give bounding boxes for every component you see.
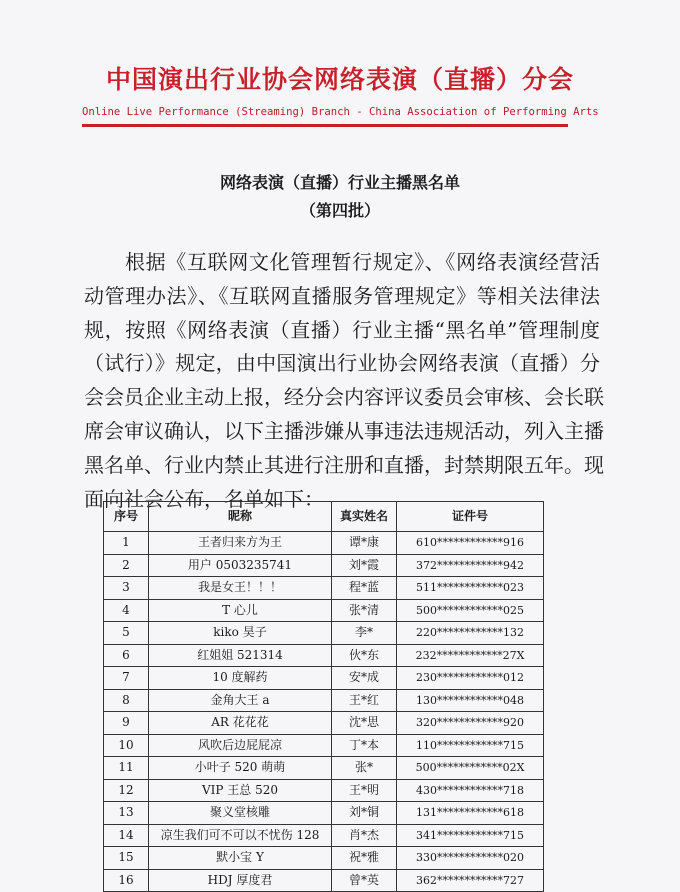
paragraph-line: 黑名单、行业内禁止其进行注册和直播，封禁期限五年。现: [84, 452, 604, 477]
row-nickname: 聚义堂核雕: [149, 802, 332, 825]
row-index: 1: [104, 532, 149, 555]
row-real-name: 程*蓝: [332, 577, 397, 600]
column-header-nickname: 昵称: [149, 502, 332, 532]
row-id-number: 500************025: [397, 599, 544, 622]
row-nickname: 红姐姐 521314: [149, 644, 332, 667]
table-row: [104, 599, 544, 622]
row-id-number: 230************012: [397, 667, 544, 690]
row-nickname: 小叶子 520 萌萌: [149, 757, 332, 780]
row-index: 10: [104, 734, 149, 757]
row-id-number: 610************916: [397, 532, 544, 555]
row-index: 6: [104, 644, 149, 667]
letterhead-org-name-en: Online Live Performance (Streaming) Branch - China Association of Performing Arts: [82, 106, 599, 118]
column-header-index: 序号: [104, 502, 149, 532]
row-nickname: HDJ 厚度君: [149, 869, 332, 892]
paragraph-line: 根据《互联网文化管理暂行规定》、《网络表演经营活: [125, 250, 600, 274]
row-nickname: 我是女王！！！: [149, 577, 332, 600]
row-nickname: 凉生我们可不可以不忧伤 128: [149, 824, 332, 847]
row-nickname: 用户 0503235741: [149, 554, 332, 577]
row-real-name: 王*明: [332, 779, 397, 802]
row-nickname: kiko 昊子: [149, 622, 332, 645]
table-row: [104, 712, 544, 735]
table-row: [104, 577, 544, 600]
table-row: [104, 554, 544, 577]
row-id-number: 430************718: [397, 779, 544, 802]
row-nickname: 10 度解药: [149, 667, 332, 690]
table-row: [104, 667, 544, 690]
paragraph-line: 会会员企业主动上报，经分会内容评议委员会审核、会长联: [84, 385, 604, 410]
row-index: 9: [104, 712, 149, 735]
row-index: 11: [104, 757, 149, 780]
row-index: 5: [104, 622, 149, 645]
table-header-row: [104, 502, 544, 532]
row-real-name: 曾*英: [332, 869, 397, 892]
row-real-name: 肖*杰: [332, 824, 397, 847]
row-real-name: 祝*雅: [332, 847, 397, 870]
paragraph-line: 动管理办法》、《互联网直播服务管理规定》等相关法律法: [84, 283, 600, 308]
row-nickname: VIP 王总 520: [149, 779, 332, 802]
row-nickname: 金角大王 a: [149, 689, 332, 712]
row-id-number: 341************715: [397, 824, 544, 847]
row-real-name: 安*成: [332, 667, 397, 690]
row-real-name: 李*: [332, 622, 397, 645]
row-index: 15: [104, 847, 149, 870]
paragraph-line: 席会审议确认，以下主播涉嫌从事违法违规活动，列入主播: [84, 418, 604, 443]
row-nickname: 王者归来方为王: [149, 532, 332, 555]
paragraph-line: （试行）》规定，由中国演出行业协会网络表演（直播）分: [84, 351, 600, 376]
table-row: [104, 779, 544, 802]
row-index: 14: [104, 824, 149, 847]
table-row: [104, 824, 544, 847]
row-real-name: 沈*思: [332, 712, 397, 735]
row-nickname: 默小宝 Y: [149, 847, 332, 870]
row-real-name: 王*红: [332, 689, 397, 712]
table-row: [104, 532, 544, 555]
row-id-number: 320************920: [397, 712, 544, 735]
letterhead-divider: [82, 124, 568, 127]
letterhead-org-name: 中国演出行业协会网络表演（直播）分会: [105, 65, 574, 94]
row-real-name: 刘*铜: [332, 802, 397, 825]
row-id-number: 131************618: [397, 802, 544, 825]
table-row: [104, 847, 544, 870]
row-real-name: 张*清: [332, 599, 397, 622]
row-real-name: 谭*康: [332, 532, 397, 555]
row-id-number: 232************27X: [397, 644, 544, 667]
row-id-number: 500************02X: [397, 757, 544, 780]
column-header-id-number: 证件号: [397, 502, 544, 532]
row-index: 13: [104, 802, 149, 825]
row-index: 7: [104, 667, 149, 690]
row-id-number: 130************048: [397, 689, 544, 712]
row-real-name: 刘*霞: [332, 554, 397, 577]
table-row: [104, 869, 544, 892]
row-real-name: 丁*本: [332, 734, 397, 757]
table-row: [104, 734, 544, 757]
table-row: [104, 622, 544, 645]
row-nickname: 风吹后边屁屁凉: [149, 734, 332, 757]
row-id-number: 110************715: [397, 734, 544, 757]
row-index: 2: [104, 554, 149, 577]
row-real-name: 张*: [332, 757, 397, 780]
document-subtitle: （第四批）: [299, 201, 380, 220]
row-index: 12: [104, 779, 149, 802]
row-id-number: 362************727: [397, 869, 544, 892]
row-id-number: 372************942: [397, 554, 544, 577]
table-row: [104, 757, 544, 780]
row-id-number: 220************132: [397, 622, 544, 645]
blacklist-table: [103, 501, 544, 892]
row-id-number: 511************023: [397, 577, 544, 600]
row-nickname: T 心儿: [149, 599, 332, 622]
paragraph-line: 规，按照《网络表演（直播）行业主播“黑名单”管理制度: [84, 317, 600, 342]
row-index: 3: [104, 577, 149, 600]
row-index: 16: [104, 869, 149, 892]
paragraph-line: 面向社会公布，名单如下：: [84, 486, 324, 511]
row-id-number: 330************020: [397, 847, 544, 870]
table-row: [104, 644, 544, 667]
table-row: [104, 689, 544, 712]
table-row: [104, 802, 544, 825]
row-index: 8: [104, 689, 149, 712]
document-title: 网络表演（直播）行业主播黑名单: [219, 173, 460, 192]
column-header-real-name: 真实姓名: [332, 502, 397, 532]
row-index: 4: [104, 599, 149, 622]
row-real-name: 伙*东: [332, 644, 397, 667]
document-paragraph: [84, 246, 604, 516]
row-nickname: AR 花花花: [149, 712, 332, 735]
